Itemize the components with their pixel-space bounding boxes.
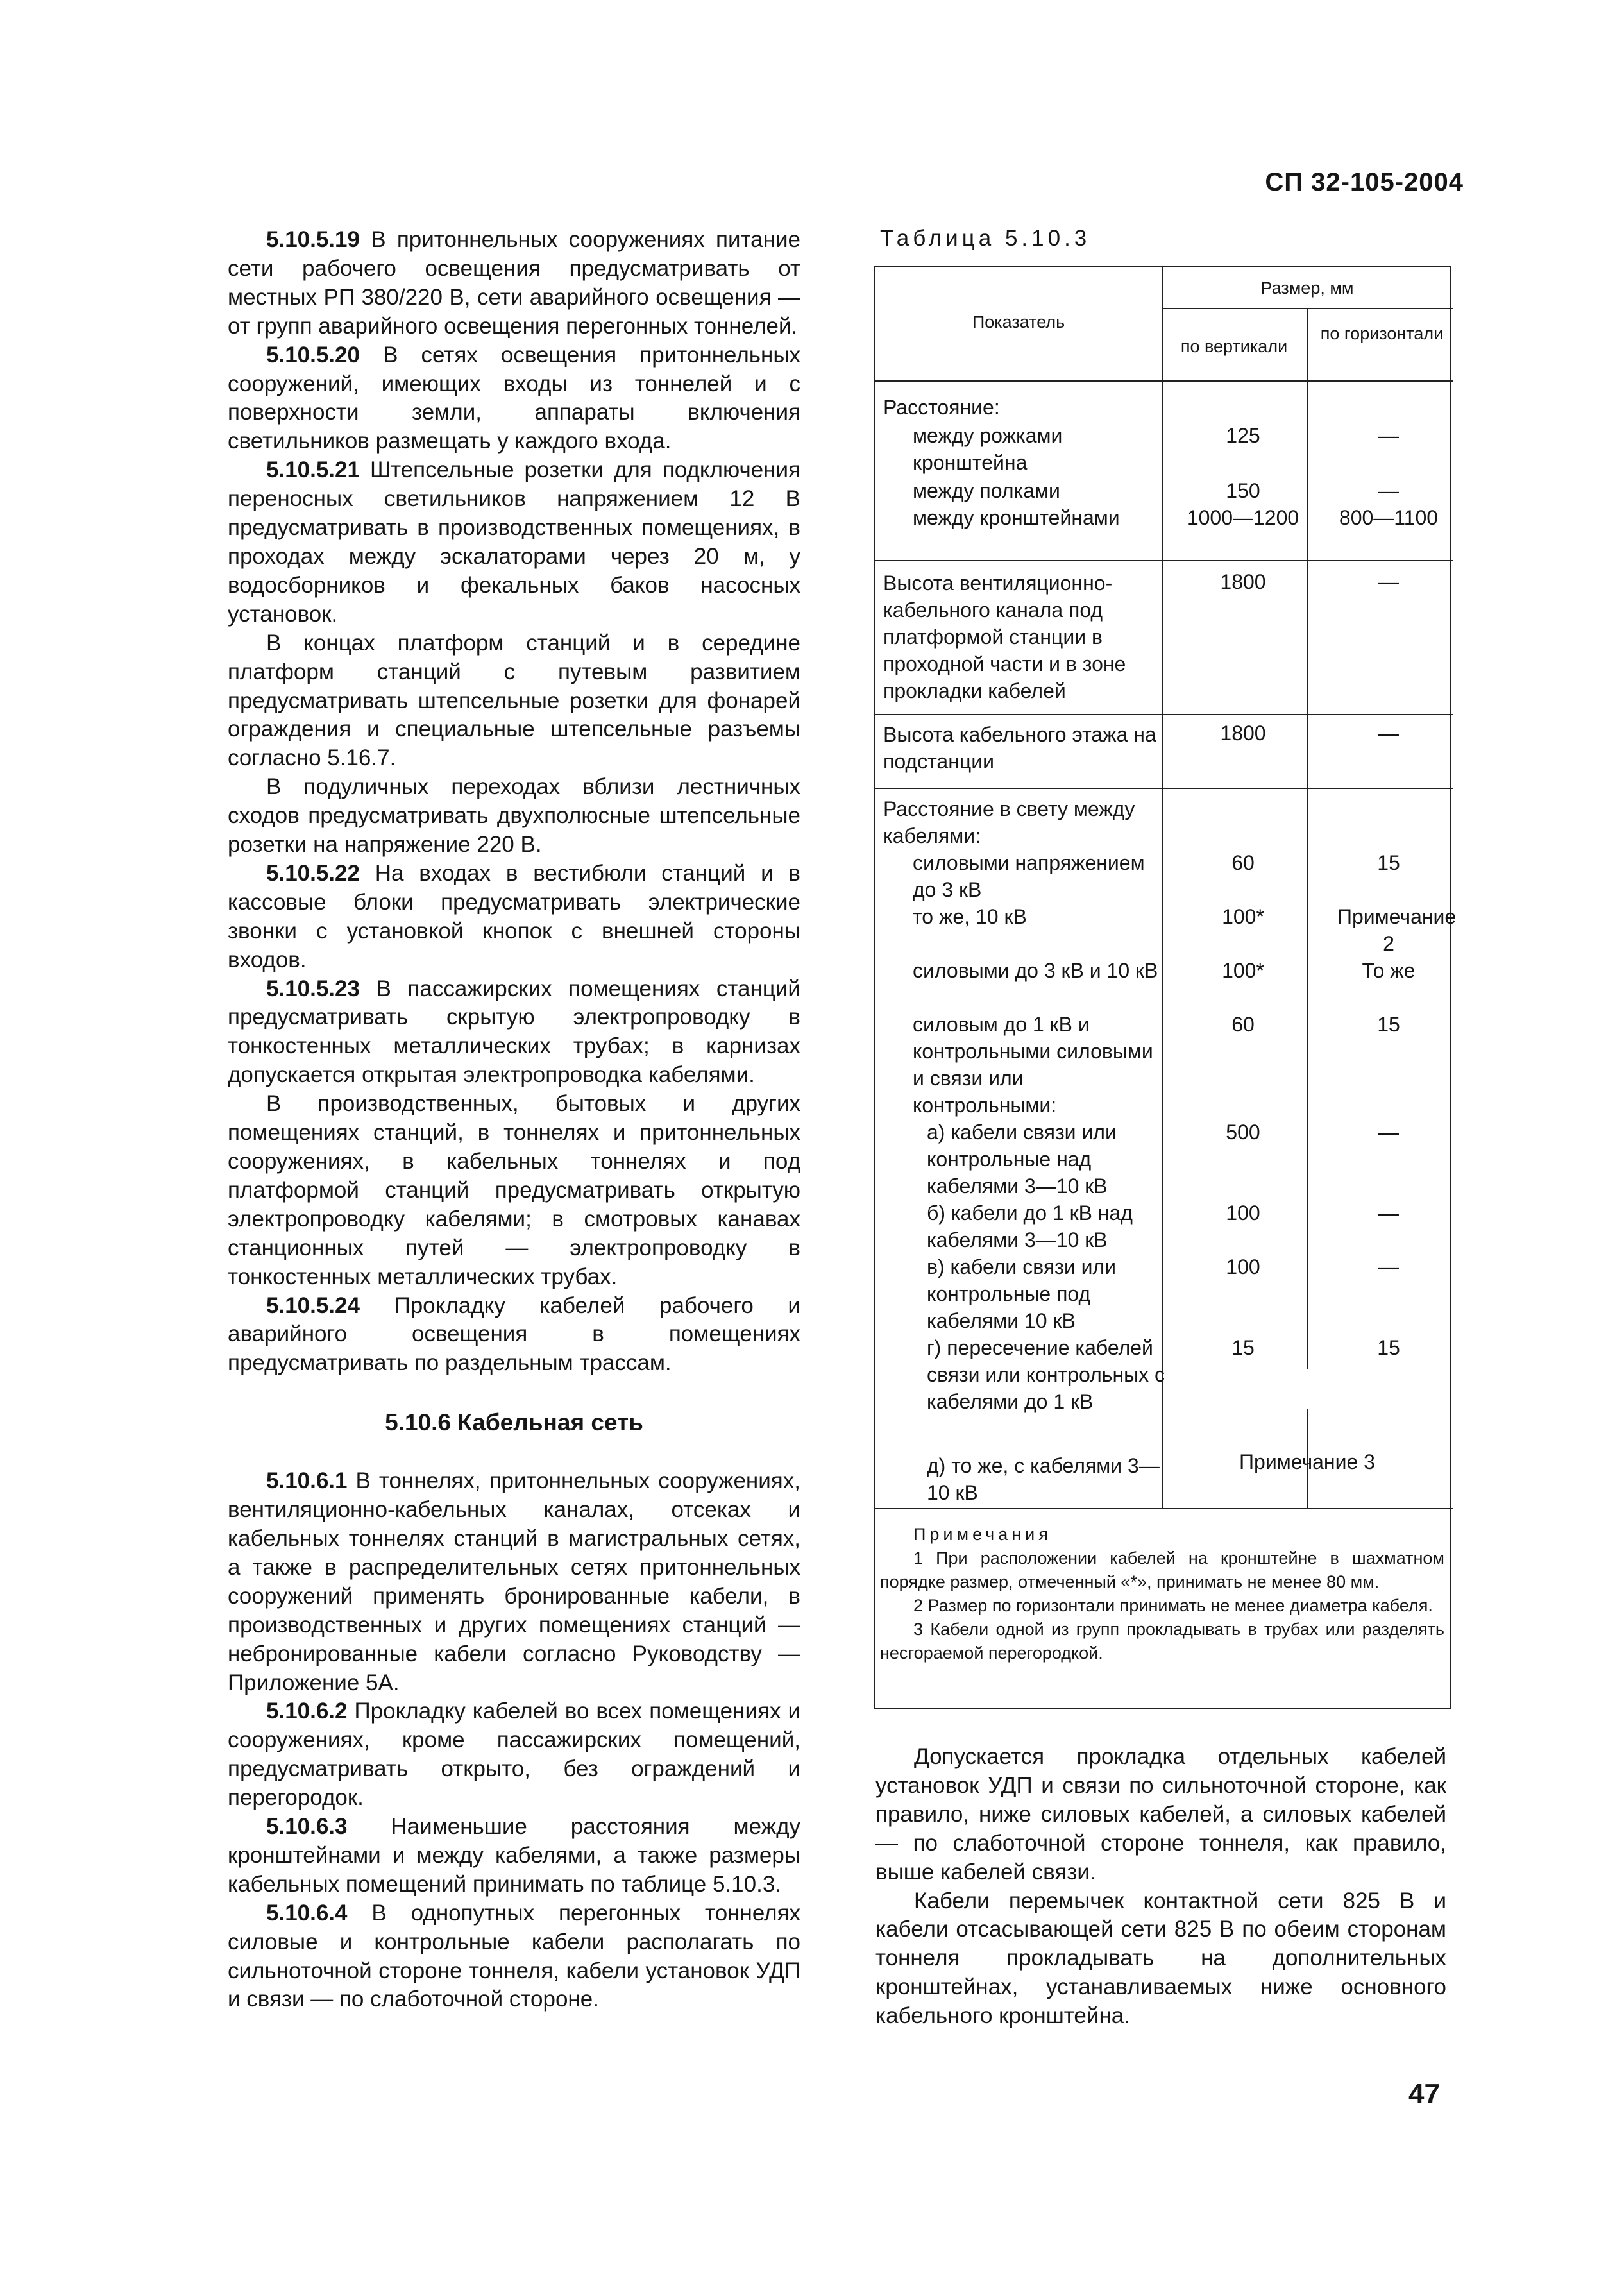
table-notes — [880, 1523, 1444, 1665]
row-label: в) кабели связи или контрольные под кабелями 10 кВ — [927, 1255, 1117, 1332]
clause-number: 5.10.5.21 — [266, 457, 360, 483]
page-number: 47 — [1408, 2078, 1440, 2110]
clause-5-10-5-21 — [228, 456, 800, 629]
clause-text: Прокладку кабелей во всех помещениях и сооружениях, кроме пассажирских помещений, предусматривать открыто, без ограждений и перегородок. — [228, 1699, 800, 1811]
clause-number: 5.10.5.23 — [266, 976, 360, 1001]
row-divider — [875, 560, 1453, 561]
cell-vertical: 125 — [1226, 424, 1260, 447]
header-vertical: по вертикали — [1180, 337, 1288, 356]
row-label: б) кабели до 1 кВ над кабелями 3—10 кВ — [927, 1201, 1133, 1251]
row-label: между кронштейнами — [913, 506, 1120, 529]
row-label: г) пересечение кабелей связи или контрольных с кабелями до 1 кВ — [927, 1336, 1165, 1413]
clause-5-10-6-3 — [228, 1813, 800, 1899]
clause-text: Штепсельные розетки для подключения переносных светильников напряжением 12 В предусматривать в производственных помещениях, в проходах между эскалаторами через 20 м, у водосборников и фекальных баков насосных установок. — [228, 457, 800, 627]
cell-vertical: 15 — [1231, 1336, 1255, 1359]
clause-number: 5.10.5.24 — [266, 1293, 360, 1318]
cell-horizontal: 800—1100 — [1339, 506, 1439, 529]
clause-text: Наименьшие расстояния между кронштейнами и между кабелями, а также размеры кабельных помещений принимать по таблице 5.10.3. — [228, 1814, 800, 1897]
row-label: Высота вентиляционно-кабельного канала под платформой станции в проходной части и в зоне прокладки кабелей — [883, 572, 1126, 702]
cell-horizontal: То же — [1362, 959, 1416, 982]
clause-number: 5.10.6.1 — [266, 1468, 348, 1494]
cell-horizontal: — — [1378, 1201, 1399, 1225]
row-label: д) то же, с кабелями 3—10 кВ — [927, 1454, 1160, 1504]
clause-5-10-5-19 — [228, 226, 800, 341]
cell-horizontal: — — [1378, 424, 1399, 447]
header-size: Размер, мм — [1260, 278, 1354, 298]
cell-horizontal: — — [1378, 1255, 1399, 1278]
left-column — [228, 226, 800, 2014]
clause-number: 5.10.5.19 — [266, 227, 360, 252]
row-divider — [875, 1508, 1453, 1509]
cell-vertical: 100 — [1226, 1255, 1260, 1278]
table-5-10-3 — [874, 266, 1457, 1709]
cell-vertical: 1800 — [1220, 722, 1266, 745]
right-column — [875, 1743, 1446, 2031]
cell-vertical: 100 — [1226, 1201, 1260, 1225]
cell-horizontal: — — [1378, 722, 1399, 745]
cell-merged-note: Примечание 3 — [1239, 1450, 1375, 1473]
clause-number: 5.10.6.2 — [266, 1699, 348, 1724]
cell-horizontal: — — [1378, 570, 1399, 593]
cell-vertical: 500 — [1226, 1121, 1260, 1144]
note-2: 2 Размер по горизонтали принимать не менее диаметра кабеля. — [913, 1596, 1433, 1615]
section-heading: 5.10.6 Кабельная сеть — [385, 1409, 643, 1436]
document-code: СП 32-105-2004 — [1265, 168, 1464, 196]
cell-horizontal: Примечание 2 — [1337, 905, 1457, 955]
clause-5-10-6-4 — [228, 1899, 800, 2015]
cell-vertical: 1000—1200 — [1187, 506, 1299, 529]
clause-5-10-5-24 — [228, 1292, 800, 1378]
clause-text: В однопутных перегонных тоннелях силовые и контрольные кабели располагать по сильноточной стороне тоннеля, кабели установок УДП и связи — по слаботочной стороне. — [228, 1900, 800, 2012]
row-label: Расстояние: — [883, 396, 1000, 419]
clause-5-10-5-20 — [228, 341, 800, 457]
header-horizontal: по горизонтали — [1320, 324, 1444, 343]
paragraph: Допускается прокладка отдельных кабелей установок УДП и связи по сильноточной стороне, как правило, ниже силовых кабелей, а силовых кабелей — по слаботочной стороне тоннеля, как правило, выше кабелей связи. — [875, 1744, 1446, 1885]
note-3: 3 Кабели одной из групп прокладывать в трубах или разделять несгораемой перегородкой. — [880, 1620, 1444, 1663]
notes-title: Примечания — [913, 1525, 1052, 1544]
clause-number: 5.10.5.20 — [266, 342, 360, 368]
clause-5-10-5-22 — [228, 860, 800, 975]
clause-text: На входах в вестибюли станций и в кассовые блоки предусматривать электрические звонки с установкой кнопок с внешней стороны входов. — [228, 860, 800, 972]
row-divider — [875, 788, 1453, 789]
paragraph: В подуличных переходах вблизи лестничных сходов предусматривать двухполюсные штепсельные розетки на напряжение 220 В. — [228, 774, 800, 858]
clause-number: 5.10.5.22 — [266, 860, 360, 886]
clause-5-10-5-23 — [228, 975, 800, 1090]
cell-horizontal: 15 — [1377, 1013, 1400, 1036]
clause-text: В тоннелях, притоннельных сооружениях, вентиляционно-кабельных каналах, отсеках и кабельных тоннелях станций в магистральных сетях, а также в распределительных сетях притоннельных сооружений применять бронированные кабели, в производственных и других помещениях станций — небронированные кабели согласно Руководству — Приложение 5А. — [228, 1468, 800, 1695]
clause-text: В притоннельных сооружениях питание сети рабочего освещения предусматривать от местных РП 380/220 В, сети аварийного освещения — от групп аварийного освещения перегонных тоннелей. — [228, 227, 800, 339]
cell-vertical: 100* — [1222, 905, 1264, 928]
row-label: а) кабели связи или контрольные над кабелями 3—10 кВ — [927, 1121, 1117, 1198]
table-caption: Таблица 5.10.3 — [880, 226, 1091, 251]
clause-text: В сетях освещения притоннельных сооружений, имеющих входы из тоннелей и с поверхности земли, аппараты включения светильников размещать у каждого входа. — [228, 342, 800, 454]
note-1: 1 При расположении кабелей на кронштейне в шахматном порядке размер, отмеченный «*», принимать не менее 80 мм. — [880, 1548, 1444, 1591]
row-divider — [875, 380, 1453, 382]
cell-horizontal: — — [1378, 1121, 1399, 1144]
cell-horizontal: — — [1378, 479, 1399, 502]
row-label: Расстояние в свету между кабелями: — [883, 797, 1135, 847]
cell-vertical: 60 — [1231, 851, 1255, 874]
cell-vertical: 60 — [1231, 1013, 1255, 1036]
row-label: Высота кабельного этажа на подстанции — [883, 723, 1156, 773]
row-label: силовым до 1 кВ и контрольными силовыми и связи или контрольными: — [913, 1013, 1153, 1117]
clause-text: Прокладку кабелей рабочего и аварийного освещения в помещениях предусматривать по раздельным трассам. — [228, 1293, 800, 1376]
paragraph: В концах платформ станций и в середине платформ станций с путевым развитием предусматривать штепсельные розетки для фонарей ограждения и специальные штепсельные разъемы согласно 5.16.7. — [228, 630, 800, 771]
clause-number: 5.10.6.3 — [266, 1814, 348, 1840]
row-divider — [1162, 308, 1453, 309]
cell-horizontal: 15 — [1377, 851, 1400, 874]
cell-vertical: 1800 — [1220, 570, 1266, 593]
cell-vertical: 150 — [1226, 479, 1260, 502]
paragraph: Кабели перемычек контактной сети 825 В и кабели отсасывающей сети 825 В по обеим сторонам тоннеля прокладывать на дополнительных кронштейнах, устанавливаемых ниже основного кабельного кронштейна. — [875, 1888, 1446, 2029]
row-label: силовыми напряжением до 3 кВ — [913, 851, 1145, 901]
cell-vertical: 100* — [1222, 959, 1264, 982]
clause-5-10-6-1 — [228, 1467, 800, 1697]
row-label: силовыми до 3 кВ и 10 кВ — [913, 959, 1158, 982]
row-label: между рожками кронштейна — [913, 424, 1063, 474]
clause-number: 5.10.6.4 — [266, 1900, 348, 1926]
row-divider — [875, 714, 1453, 715]
row-label: то же, 10 кВ — [913, 905, 1027, 928]
clause-5-10-6-2 — [228, 1697, 800, 1813]
row-label: между полками — [913, 479, 1060, 502]
clause-text: В пассажирских помещениях станций предусматривать скрытую электропроводку в тонкостенных металлических трубах; в карнизах допускается открытая электропроводка кабелями. — [228, 976, 800, 1088]
header-indicator: Показатель — [972, 312, 1065, 332]
paragraph: В производственных, бытовых и других помещениях станций, в тоннелях и притоннельных сооружениях, в кабельных тоннелях и под платформой станций предусматривать открытую электропроводку кабелями; в смотровых канавах станционных путей — электропроводку в тонкостенных металлических трубах. — [228, 1091, 800, 1289]
cell-horizontal: 15 — [1377, 1336, 1400, 1359]
